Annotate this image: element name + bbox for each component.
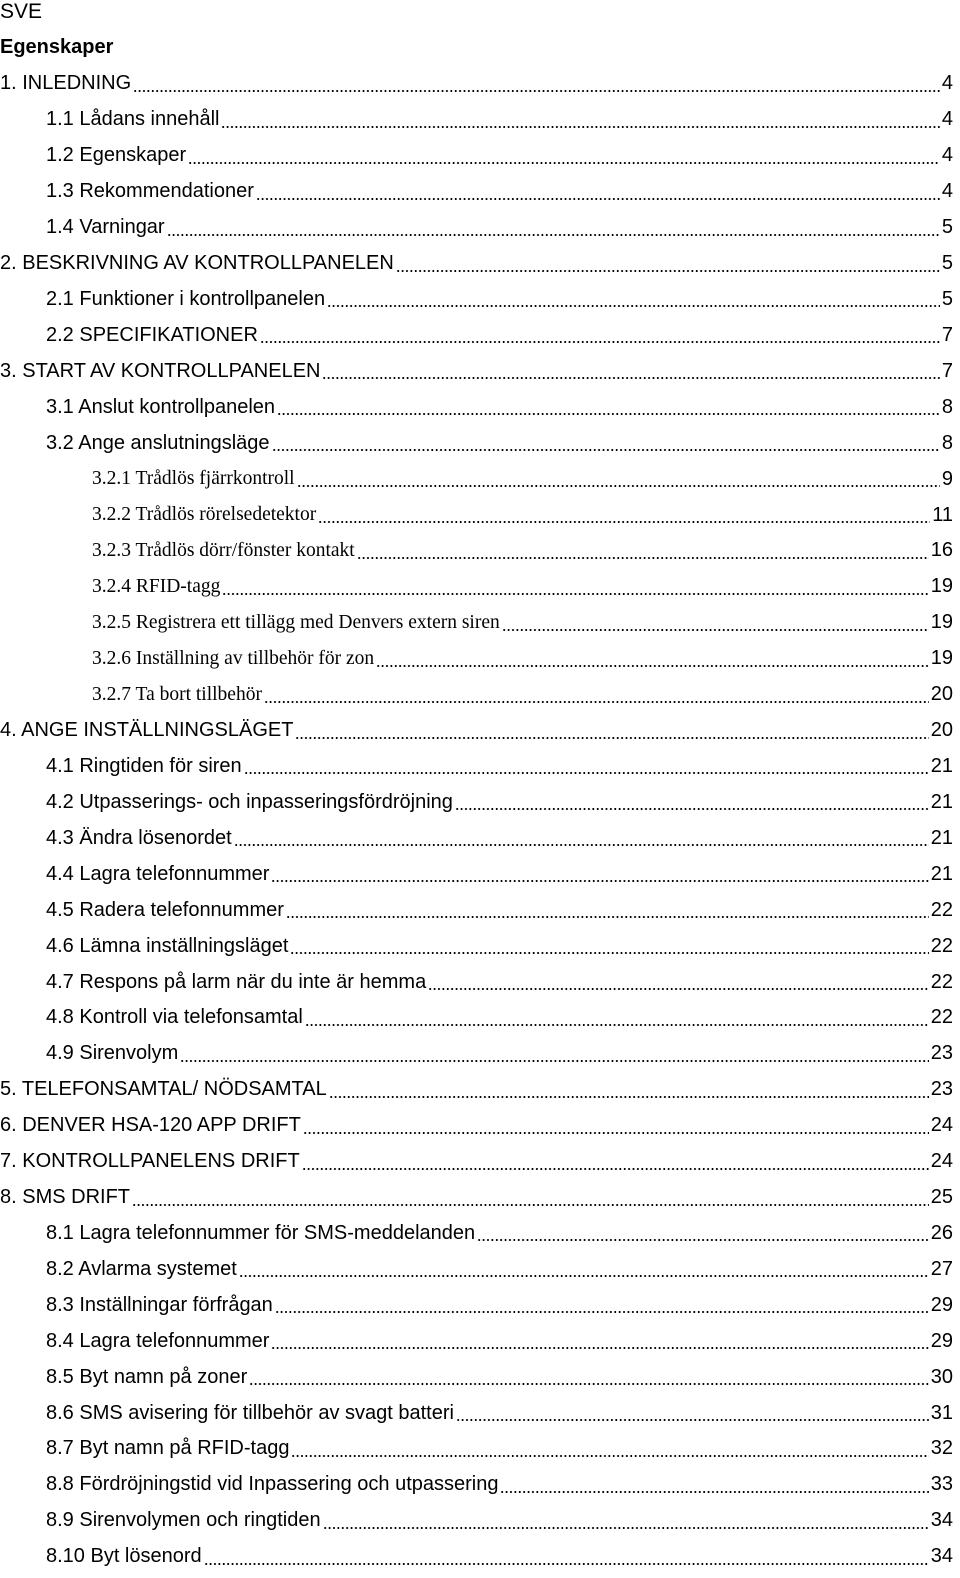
toc-entry-title: 5. TELEFONSAMTAL/ NÖDSAMTAL: [0, 1078, 327, 1101]
dot-leader: [477, 1239, 929, 1241]
dot-leader: [167, 234, 940, 236]
toc-entry-title: 4.1 Ringtiden för siren: [46, 754, 242, 777]
toc-entry[interactable]: [0, 461, 960, 497]
toc-entry[interactable]: [0, 1072, 960, 1108]
toc-entry-title: 4.6 Lämna inställningsläget: [46, 934, 289, 957]
toc-entry-title: 4. ANGE INSTÄLLNINGSLÄGET: [0, 719, 294, 742]
toc-entry[interactable]: [0, 210, 960, 246]
toc-entry-page-number: 34: [930, 1509, 953, 1532]
toc-entry[interactable]: [0, 1216, 960, 1252]
toc-entry-title: 8.9 Sirenvolymen och ringtiden: [46, 1509, 321, 1532]
toc-entry-title: 2. BESKRIVNING AV KONTROLLPANELEN: [0, 252, 394, 275]
toc-entry-title: 4.9 Sirenvolym: [46, 1042, 179, 1065]
toc-entry[interactable]: [0, 425, 960, 461]
toc-entry-page-number: 26: [930, 1221, 953, 1244]
dot-leader: [456, 1419, 929, 1421]
toc-entry-page-number: 24: [930, 1150, 953, 1173]
toc-entry[interactable]: [0, 1144, 960, 1180]
language-tag: SVE: [0, 0, 43, 23]
dot-leader: [502, 629, 929, 631]
toc-entry[interactable]: [0, 713, 960, 749]
toc-entry[interactable]: [0, 1000, 960, 1036]
toc-entry[interactable]: [0, 784, 960, 820]
toc-entry-title: 1. INLEDNING: [0, 72, 132, 95]
dot-leader: [244, 772, 929, 774]
dot-leader: [303, 1132, 929, 1134]
toc-entry[interactable]: [0, 605, 960, 641]
toc-entry-page-number: 32: [930, 1437, 953, 1460]
toc-entry-page-number: 21: [930, 754, 953, 777]
toc-entry-page-number: 5: [941, 252, 953, 275]
toc-entry-page-number: 11: [932, 503, 953, 526]
toc-entry[interactable]: [0, 1395, 960, 1431]
toc-entry[interactable]: [0, 1323, 960, 1359]
toc-entry-page-number: 4: [941, 180, 953, 203]
dot-leader: [260, 341, 940, 343]
toc-entry[interactable]: [0, 138, 960, 174]
toc-entry[interactable]: [0, 569, 960, 605]
dot-leader: [239, 1275, 929, 1277]
dot-leader: [188, 162, 940, 164]
toc-entry[interactable]: [0, 856, 960, 892]
dot-leader: [291, 1455, 928, 1457]
toc-entry-page-number: 16: [930, 539, 953, 562]
toc-entry-page-number: 33: [930, 1473, 953, 1496]
toc-entry-title: 2.1 Funktioner i kontrollpanelen: [46, 287, 326, 310]
dot-leader: [180, 1060, 928, 1062]
dot-leader: [297, 485, 940, 487]
toc-entry[interactable]: [0, 1431, 960, 1467]
toc-entry-page-number: 8: [941, 395, 953, 418]
toc-entry-page-number: 4: [941, 72, 953, 95]
dot-leader: [295, 737, 928, 739]
toc-entry[interactable]: [0, 533, 960, 569]
toc-entry-page-number: 22: [930, 934, 953, 957]
dot-leader: [357, 557, 929, 559]
dot-leader: [329, 1096, 929, 1098]
dot-leader: [271, 1347, 928, 1349]
dot-leader: [305, 1024, 929, 1026]
toc-entry-title: 3.2.7 Ta bort tillbehör: [92, 683, 262, 705]
toc-entry-page-number: 7: [941, 323, 953, 346]
toc-entry-title: 8.7 Byt namn på RFID-tagg: [46, 1437, 290, 1460]
dot-leader: [376, 665, 929, 667]
toc-entry[interactable]: [0, 928, 960, 964]
toc-entry[interactable]: [0, 677, 960, 713]
toc-entry-title: 8.10 Byt lösenord: [46, 1545, 202, 1568]
dot-leader: [133, 90, 940, 92]
toc-entry-title: 3.2.2 Trådlös rörelsedetektor: [92, 504, 317, 526]
toc-entry-page-number: 5: [941, 216, 953, 239]
toc-entry[interactable]: [0, 102, 960, 138]
toc-entry-page-number: 19: [930, 611, 953, 634]
toc-entry-title: 7. KONTROLLPANELENS DRIFT: [0, 1150, 300, 1173]
toc-entry[interactable]: [0, 174, 960, 210]
toc-entry-title: 8.4 Lagra telefonnummer: [46, 1329, 270, 1352]
toc-entry-page-number: 21: [930, 790, 953, 813]
toc-entry[interactable]: [0, 964, 960, 1000]
dot-leader: [327, 305, 940, 307]
toc-entry[interactable]: [0, 1180, 960, 1216]
toc-entry[interactable]: [0, 353, 960, 389]
toc-entry-title: 2.2 SPECIFIKATIONER: [46, 323, 258, 346]
toc-entry-page-number: 19: [930, 575, 953, 598]
toc-entry-title: 3.2.5 Registrera ett tillägg med Denvers extern siren: [92, 611, 500, 633]
dot-leader: [204, 1563, 929, 1565]
toc-entry-page-number: 20: [930, 683, 953, 706]
toc-entry-title: 8.2 Avlarma systemet: [46, 1257, 237, 1280]
toc-entry-title: 4.8 Kontroll via telefonsamtal: [46, 1006, 303, 1029]
dot-leader: [277, 413, 940, 415]
dot-leader: [322, 377, 939, 379]
toc-entry-title: 3.2.3 Trådlös dörr/fönster kontakt: [92, 539, 355, 561]
toc-entry-page-number: 19: [930, 647, 953, 670]
toc-entry-title: 8.3 Inställningar förfrågan: [46, 1293, 273, 1316]
section-heading: Egenskaper: [0, 36, 114, 58]
toc-entry-page-number: 22: [930, 970, 953, 993]
toc-entry-title: 1.4 Varningar: [46, 216, 165, 239]
toc-entry[interactable]: [0, 1287, 960, 1323]
toc-entry[interactable]: [0, 1251, 960, 1287]
toc-entry[interactable]: [0, 246, 960, 282]
dot-leader: [256, 198, 940, 200]
dot-leader: [396, 270, 940, 272]
toc-entry[interactable]: [0, 497, 960, 533]
toc-entry-title: 1.2 Egenskaper: [46, 144, 187, 167]
toc-entry-page-number: 29: [930, 1329, 953, 1352]
toc-entry-title: 3. START AV KONTROLLPANELEN: [0, 359, 321, 382]
dot-leader: [500, 1491, 928, 1493]
toc-entry-title: 8.8 Fördröjningstid vid Inpassering och utpassering: [46, 1473, 499, 1496]
toc-entry[interactable]: [0, 1108, 960, 1144]
toc-entry-page-number: 21: [930, 826, 953, 849]
toc-entry-title: 3.2 Ange anslutningsläge: [46, 431, 270, 454]
toc-entry-title: 4.2 Utpasserings- och inpasseringsfördröjning: [46, 790, 453, 813]
toc-entry[interactable]: [0, 820, 960, 856]
toc-entry-page-number: 21: [930, 862, 953, 885]
toc-entry[interactable]: [0, 389, 960, 425]
toc-entry-title: 8.1 Lagra telefonnummer för SMS-meddelanden: [46, 1221, 476, 1244]
toc-entry-title: 1.3 Rekommendationer: [46, 180, 254, 203]
toc-entry-title: 8. SMS DRIFT: [0, 1186, 131, 1209]
toc-entry-page-number: 5: [941, 287, 953, 310]
dot-leader: [302, 1168, 929, 1170]
toc-entry[interactable]: [0, 1036, 960, 1072]
dot-leader: [455, 808, 929, 810]
toc-entry-page-number: 24: [930, 1114, 953, 1137]
toc-entry-title: 3.2.6 Inställning av tillbehör för zon: [92, 647, 375, 669]
toc-entry-title: 4.5 Radera telefonnummer: [46, 898, 284, 921]
toc-entry-page-number: 4: [941, 144, 953, 167]
dot-leader: [275, 1311, 929, 1313]
dot-leader: [272, 449, 940, 451]
toc-entry-page-number: 29: [930, 1293, 953, 1316]
toc-entry-page-number: 30: [930, 1365, 953, 1388]
toc-entry[interactable]: [0, 892, 960, 928]
toc-entry-page-number: 9: [941, 467, 953, 490]
toc-entry[interactable]: [0, 66, 960, 102]
toc-entry-title: 4.4 Lagra telefonnummer: [46, 862, 270, 885]
toc-entry[interactable]: [0, 1539, 960, 1575]
dot-leader: [318, 521, 930, 523]
toc-entry-page-number: 20: [930, 719, 953, 742]
toc-entry[interactable]: [0, 1503, 960, 1539]
toc-entry-title: 3.1 Anslut kontrollpanelen: [46, 395, 276, 418]
toc-entry-title: 3.2.4 RFID-tagg: [92, 575, 221, 597]
toc-entry-page-number: 23: [930, 1042, 953, 1065]
toc-entry-page-number: 23: [930, 1078, 953, 1101]
dot-leader: [271, 880, 928, 882]
toc-entry[interactable]: [0, 282, 960, 318]
toc-entry-title: 3.2.1 Trådlös fjärrkontroll: [92, 468, 295, 490]
dot-leader: [428, 988, 929, 990]
dot-leader: [290, 952, 928, 954]
toc-entry-page-number: 4: [941, 108, 953, 131]
dot-leader: [323, 1527, 929, 1529]
toc-entry-title: 8.5 Byt namn på zoner: [46, 1365, 248, 1388]
dot-leader: [249, 1383, 929, 1385]
toc-entry[interactable]: [0, 1359, 960, 1395]
toc-entry-page-number: 27: [930, 1257, 953, 1280]
toc-entry[interactable]: [0, 1467, 960, 1503]
dot-leader: [264, 701, 929, 703]
toc-entry[interactable]: [0, 641, 960, 677]
toc-entry-page-number: 22: [930, 898, 953, 921]
dot-leader: [222, 593, 928, 595]
dot-leader: [132, 1204, 929, 1206]
toc-entry-page-number: 8: [941, 431, 953, 454]
toc-entry[interactable]: [0, 749, 960, 785]
dot-leader: [234, 844, 929, 846]
toc-entry-title: 1.1 Lådans innehåll: [46, 108, 220, 131]
toc-entry-page-number: 25: [930, 1186, 953, 1209]
toc-entry-title: 4.7 Respons på larm när du inte är hemma: [46, 970, 427, 993]
toc-entry[interactable]: [0, 317, 960, 353]
toc-entry-page-number: 34: [930, 1545, 953, 1568]
table-of-contents: [0, 66, 960, 1575]
toc-entry-title: 4.3 Ändra lösenordet: [46, 826, 232, 849]
toc-entry-page-number: 31: [930, 1401, 953, 1424]
dot-leader: [286, 916, 929, 918]
toc-entry-page-number: 22: [930, 1006, 953, 1029]
dot-leader: [221, 126, 939, 128]
toc-entry-title: 6. DENVER HSA-120 APP DRIFT: [0, 1114, 301, 1137]
toc-entry-page-number: 7: [941, 359, 953, 382]
toc-entry-title: 8.6 SMS avisering för tillbehör av svagt batteri: [46, 1401, 454, 1424]
